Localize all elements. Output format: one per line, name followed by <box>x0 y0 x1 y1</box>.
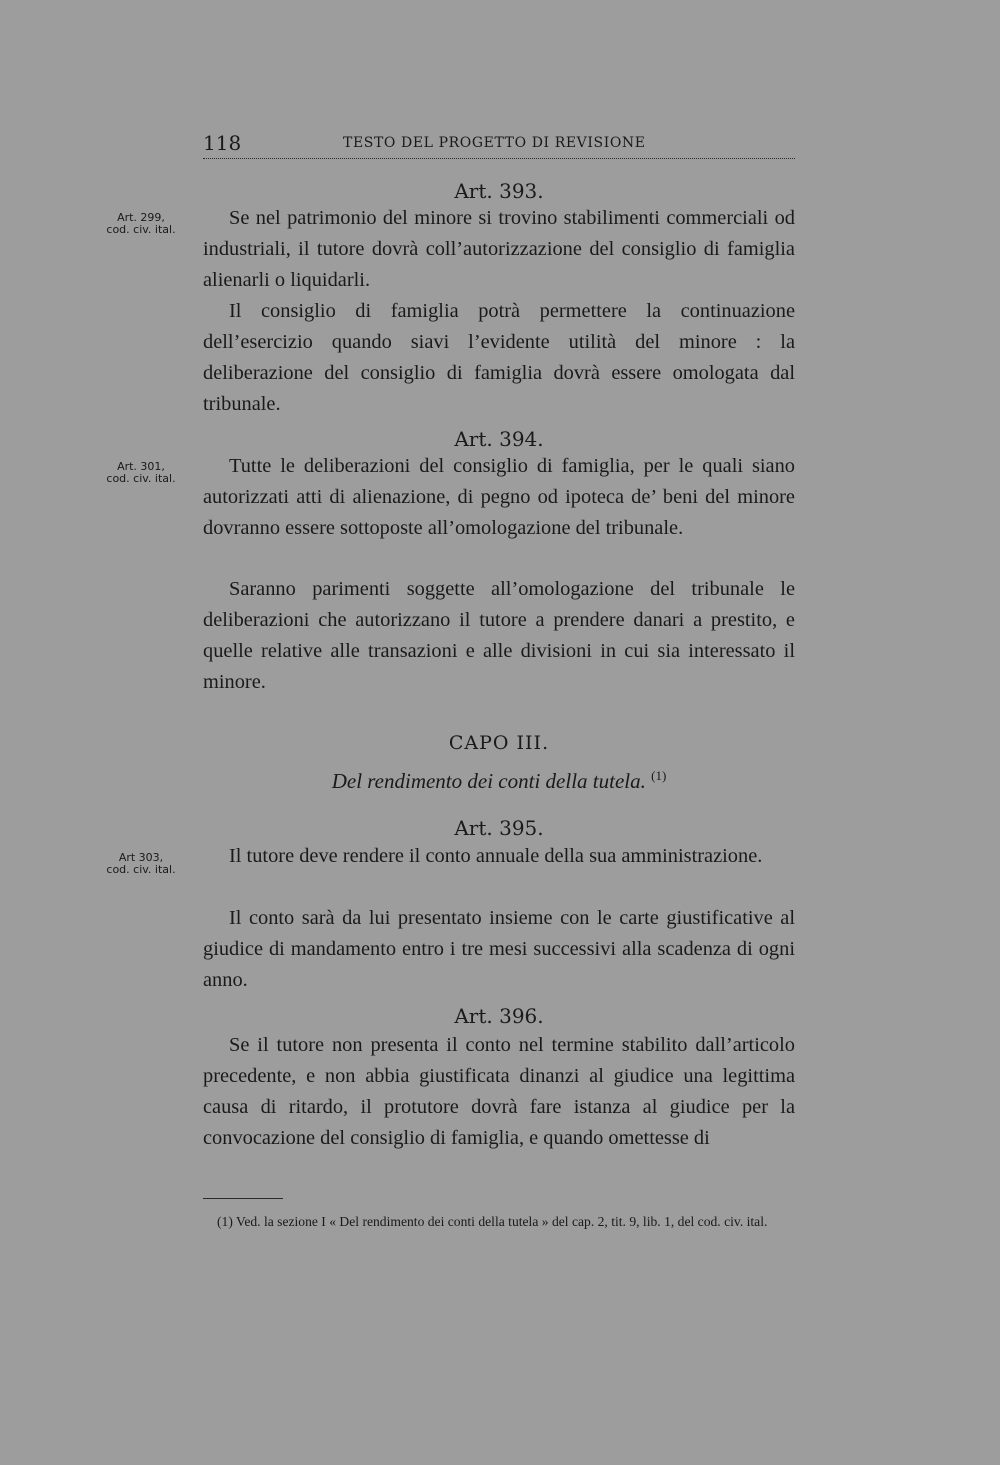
page-number: 118 <box>203 131 242 155</box>
margin-note-art-301 <box>96 461 186 485</box>
article-heading-393: Art. 393. <box>454 179 544 203</box>
running-title: TESTO DEL PROGETTO DI REVISIONE <box>343 135 646 151</box>
margin-note-art-299 <box>96 212 186 236</box>
margin-note-art-303 <box>96 852 186 876</box>
article-393-paragraph-2: Il consiglio di famiglia potrà permettere la continuazione dell’esercizio quando siavi l’evidente utilità del minore : la deliberazione del consiglio di famiglia dovrà essere omologata dal tribunale. <box>203 300 795 415</box>
footnote-rule <box>203 1198 283 1199</box>
footnote-reference: (1) <box>651 768 667 783</box>
article-396-paragraph-1: Se il tutore non presenta il conto nel termine stabilito dall’articolo precedente, e non abbia giustificata dinanzi al giudice una legittima causa di ritardo, il protutore dovrà fare istanza al giudice per la convocazione del consiglio di famiglia, e quando omettesse di <box>203 1034 795 1149</box>
chapter-title <box>203 762 795 795</box>
article-394-paragraph-2: Saranno parimenti soggette all’omologazione del tribunale le deliberazioni che autorizzano il tutore a prendere danari a prestito, e quelle relative alle transazioni e alle divisioni in cui sia interessato il minore. <box>203 578 795 693</box>
header-rule <box>203 158 795 159</box>
margin-note-ref: Art 303, <box>118 851 164 864</box>
chapter-label: CAPO III. <box>448 732 550 754</box>
article-394-paragraph-1: Tutte le deliberazioni del consiglio di famiglia, per le quali siano autorizzati atti di alienazione, di pegno od ipoteca de’ beni del minore dovranno essere sottoposte all’omologazione del tribunale. <box>203 455 795 539</box>
article-heading-395: Art. 395. <box>454 816 544 840</box>
article-heading-396: Art. 396. <box>454 1004 544 1028</box>
margin-note-ref: Art. 299, <box>117 211 165 224</box>
margin-note-code: cod. civ. ital. <box>106 472 176 485</box>
margin-note-code: cod. civ. ital. <box>106 863 176 876</box>
margin-note-ref: Art. 301, <box>117 460 165 473</box>
page-header <box>203 131 795 157</box>
chapter-title-text: Del rendimento dei conti della tutela. <box>331 769 646 793</box>
footnote: (1) Ved. la sezione I « Del rendimento dei conti della tutela » del cap. 2, tit. 9, lib. 1, del cod. civ. ital. <box>217 1214 768 1229</box>
article-393-paragraph-1: Se nel patrimonio del minore si trovino stabilimenti commerciali od industriali, il tutore dovrà coll’autorizzazione del consiglio di famiglia alienarli o liquidarli. <box>203 207 795 291</box>
article-395-paragraph-2: Il conto sarà da lui presentato insieme con le carte giustificative al giudice di mandamento entro i tre mesi successivi alla scadenza di ogni anno. <box>203 907 795 991</box>
article-heading-394: Art. 394. <box>454 427 544 451</box>
margin-note-code: cod. civ. ital. <box>106 223 176 236</box>
article-395-paragraph-1: Il tutore deve rendere il conto annuale della sua amministrazione. <box>229 845 763 867</box>
